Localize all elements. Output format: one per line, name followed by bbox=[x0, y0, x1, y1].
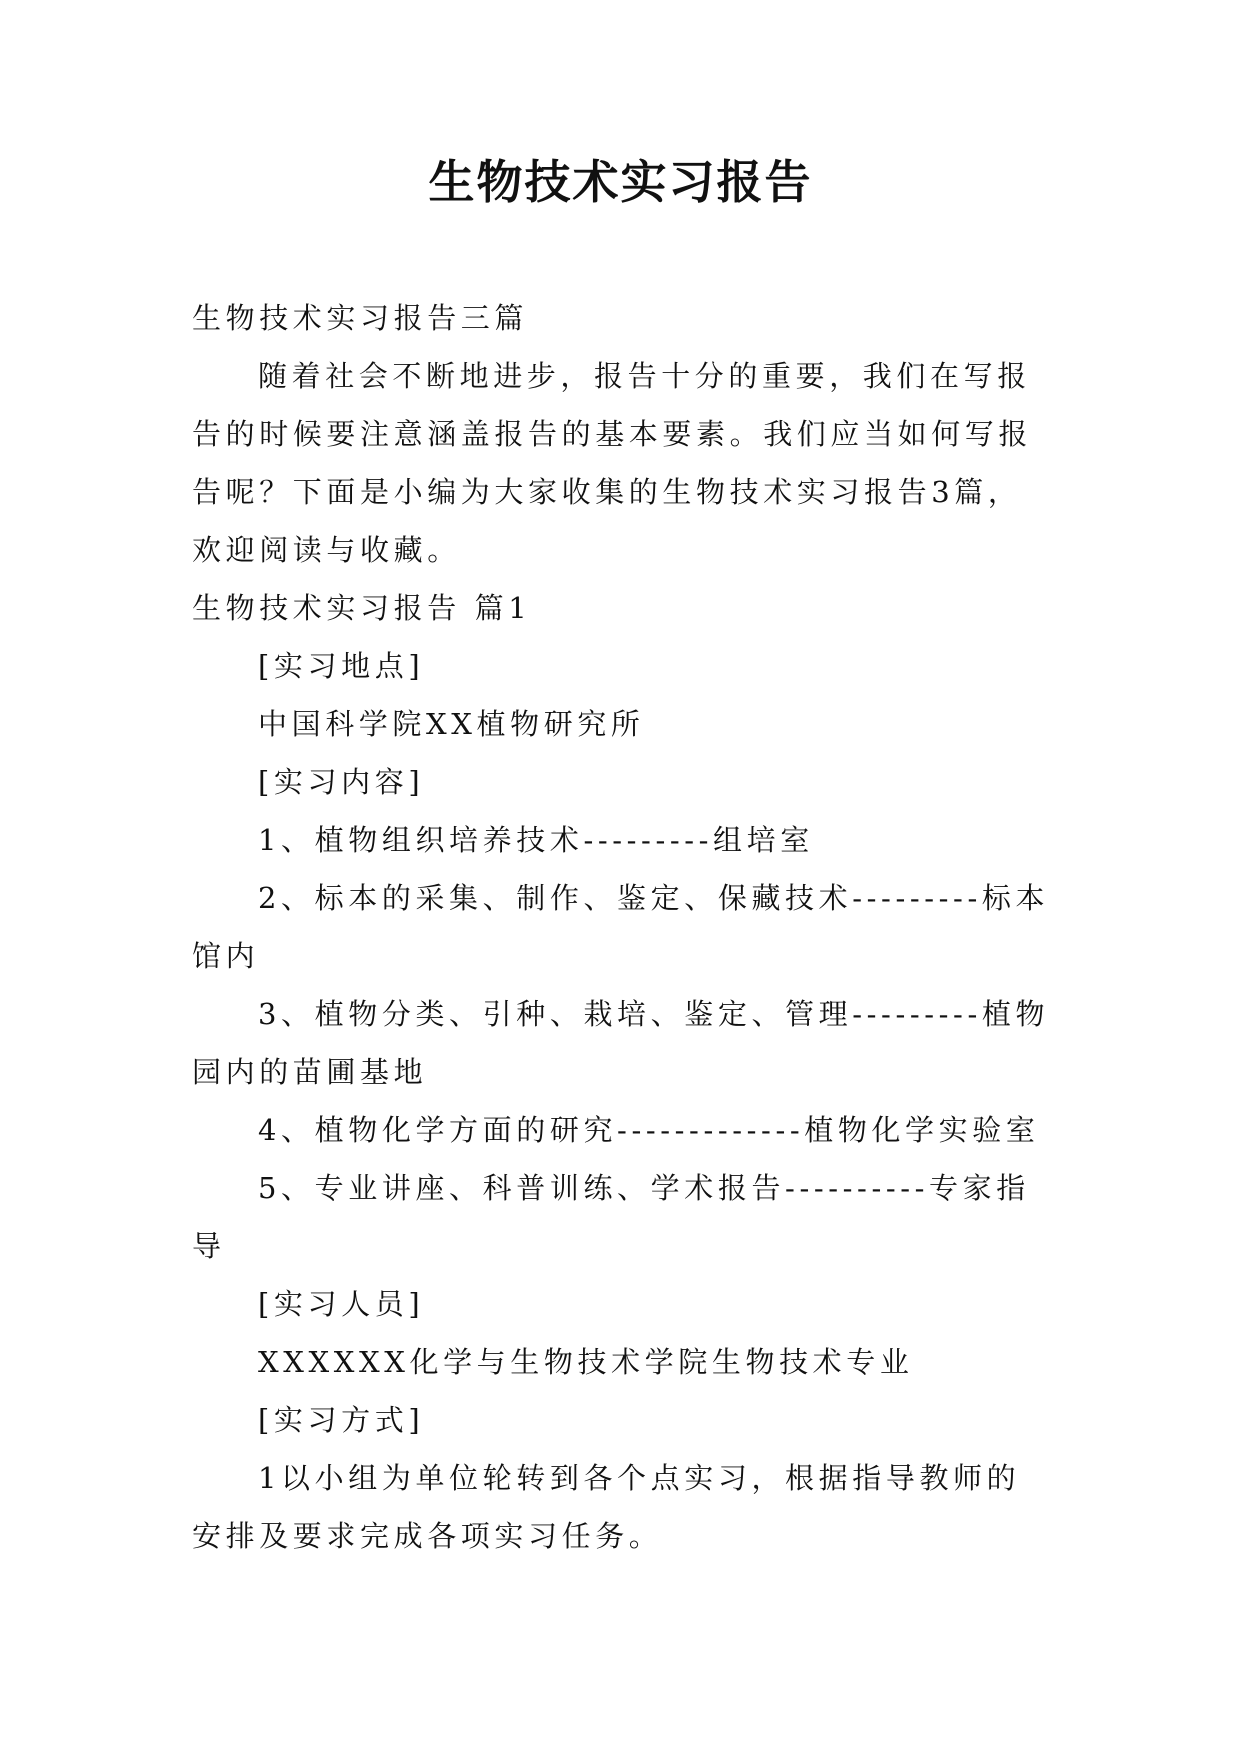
paragraph: 生物技术实习报告三篇 bbox=[192, 301, 529, 335]
paragraph: 随着社会不断地进步，报告十分的重要，我们在写报告的时候要注意涵盖报告的基本要素。我们应当如何写报告呢？下面是小编为大家收集的生物技术实习报告3篇，欢迎阅读与收藏。 bbox=[192, 359, 1033, 567]
paragraph: 1以小组为单位轮转到各个点实习，根据指导教师的安排及要求完成各项实习任务。 bbox=[192, 1461, 1021, 1553]
paragraph: XXXXXX化学与生物技术学院生物技术专业 bbox=[258, 1345, 914, 1379]
paragraph: [实习人员] bbox=[258, 1287, 425, 1321]
list-item: 5、专业讲座、科普训练、学术报告----------专家指导 bbox=[192, 1171, 1030, 1263]
list-item: 1、植物组织培养技术---------组培室 bbox=[258, 823, 814, 857]
list-item: 2、标本的采集、制作、鉴定、保藏技术---------标本馆内 bbox=[192, 881, 1050, 973]
list-item: 3、植物分类、引种、栽培、鉴定、管理---------植物园内的苗圃基地 bbox=[192, 997, 1050, 1089]
document-body bbox=[192, 289, 1050, 1565]
section-heading: 生物技术实习报告 篇1 bbox=[192, 591, 532, 625]
paragraph: 中国科学院XX植物研究所 bbox=[258, 707, 645, 741]
document-title: 生物技术实习报告 bbox=[428, 155, 813, 209]
paragraph: [实习地点] bbox=[258, 649, 425, 683]
list-item: 4、植物化学方面的研究-------------植物化学实验室 bbox=[258, 1113, 1040, 1147]
paragraph: [实习内容] bbox=[258, 765, 425, 799]
paragraph: [实习方式] bbox=[258, 1403, 425, 1437]
